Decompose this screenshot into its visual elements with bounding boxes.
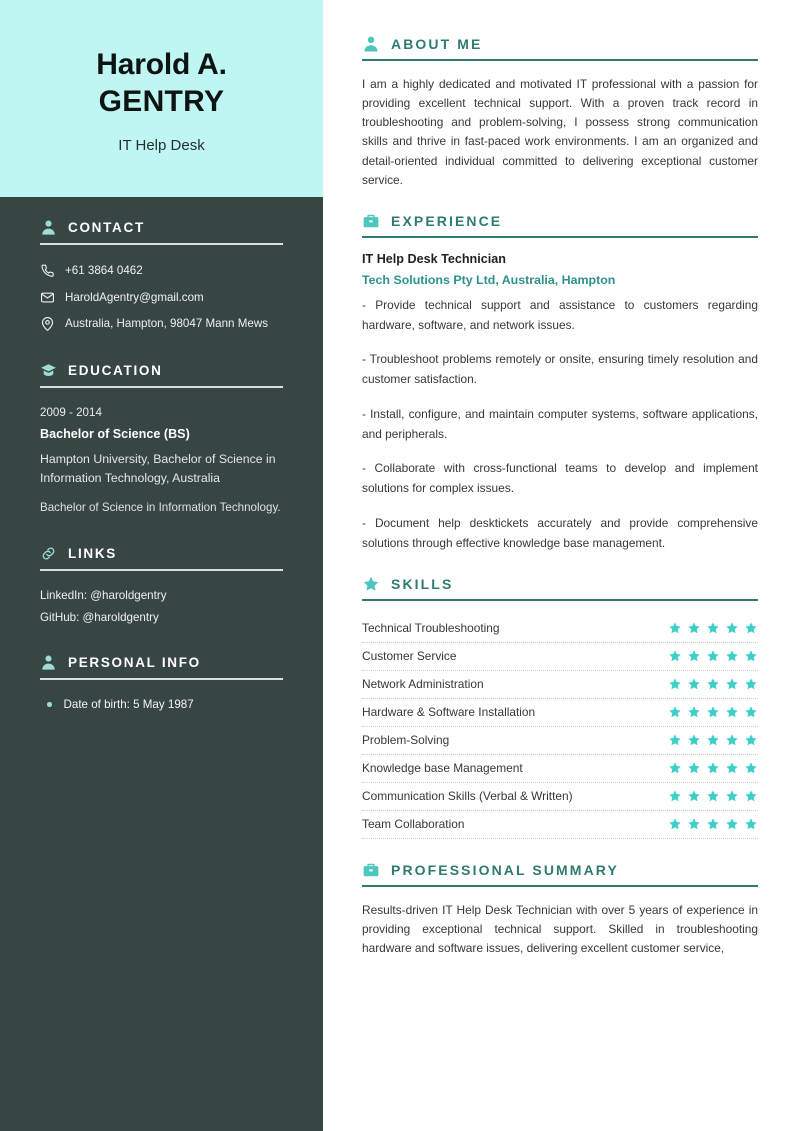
experience-divider [362,236,758,238]
phone-value: +61 3864 0462 [65,264,143,277]
star-icon [744,817,758,831]
person-icon [362,35,380,53]
skill-row [362,615,758,643]
education-header [40,362,283,386]
skill-rating [668,733,758,747]
star-icon [668,705,682,719]
education-dates: 2009 - 2014 [40,405,102,419]
experience-bullet: - Document help desktickets accurately and provide comprehensive solutions through effective knowledge base management. [362,515,758,550]
education-note: Bachelor of Science in Information Technology. [40,501,281,515]
contact-email[interactable] [40,290,283,306]
bottom-spacer [362,980,758,996]
education-school: Hampton University, Bachelor of Science in Information Technology, Australia [40,451,276,485]
links-header [40,545,283,569]
star-icon [725,705,739,719]
experience-role: IT Help Desk Technician [362,251,506,266]
star-icon [687,789,701,803]
experience-bullet: - Troubleshoot problems remotely or onsite, ensuring timely resolution and customer satisfaction. [362,352,758,387]
skill-row [362,783,758,811]
skills-list [362,615,758,839]
skill-row [362,699,758,727]
star-icon [668,761,682,775]
skill-row [362,727,758,755]
star-icon [687,621,701,635]
name-banner [0,0,323,197]
skill-name: Knowledge base Management [362,760,523,775]
date-of-birth-value: Date of birth: 5 May 1987 [63,697,194,711]
phone-icon [40,263,55,278]
star-icon [362,575,380,593]
star-icon [668,733,682,747]
contact-header [40,219,283,243]
star-icon [687,649,701,663]
links-section [40,545,283,624]
skills-header [362,575,758,599]
about-me-divider [362,59,758,61]
contact-phone[interactable] [40,263,283,279]
professional-summary-header [362,861,758,885]
education-section [40,362,283,517]
star-icon [706,789,720,803]
star-icon [744,621,758,635]
skill-row [362,755,758,783]
skill-name: Communication Skills (Verbal & Written) [362,788,573,803]
chain-link-icon [40,545,57,562]
star-icon [706,649,720,663]
location-pin-icon [40,316,55,331]
skill-name: Hardware & Software Installation [362,704,536,719]
links-list [40,589,283,624]
main-content [323,0,800,1131]
about-me-text: I am a highly dedicated and motivated IT professional with a passion for providing excellent technical support. With a proven track record in troubleshooting and problem-solving, I possess strong communication skills and thrive in fast-paced work environments. I am an organized and detail-oriented individual committed to delivering exceptional customer service. [362,76,758,187]
contact-list [40,263,283,332]
star-icon [744,705,758,719]
personal-info-list [40,698,283,711]
about-me-header [362,35,758,59]
contact-section [40,219,283,332]
professional-summary-text: Results-driven IT Help Desk Technician with over 5 years of experience in providing exceptional technical support. Skilled in troubleshooting hardware and software issues, delivering excellent customer service, [362,902,758,956]
contact-title: CONTACT [68,220,145,235]
education-divider [40,386,283,388]
education-title: EDUCATION [68,362,163,378]
skill-row [362,643,758,671]
graduation-cap-icon [40,362,57,379]
skill-name: Technical Troubleshooting [362,620,500,635]
skill-rating [668,649,758,663]
experience-company: Tech Solutions Pty Ltd, Australia, Hampton [362,272,616,287]
skill-name: Team Collaboration [362,816,465,831]
star-icon [744,789,758,803]
personal-info-title: PERSONAL INFO [68,654,201,670]
star-icon [706,761,720,775]
star-icon [706,817,720,831]
star-icon [687,817,701,831]
star-icon [725,817,739,831]
skills-section [362,575,758,839]
star-icon [668,677,682,691]
skill-name: Customer Service [362,648,457,663]
person-icon [40,654,57,671]
star-icon [706,733,720,747]
links-title: LINKS [68,545,117,561]
link-item-linkedin[interactable]: LinkedIn: @haroldgentry [40,588,167,602]
star-icon [744,649,758,663]
skill-row [362,811,758,839]
star-icon [668,789,682,803]
about-me-section [362,35,758,190]
star-icon [706,621,720,635]
star-icon [668,817,682,831]
star-icon [668,621,682,635]
briefcase-icon [362,212,380,230]
professional-summary-section [362,861,758,958]
star-icon [668,649,682,663]
personal-info-section [40,654,283,711]
personal-info-divider [40,678,283,680]
star-icon [725,677,739,691]
sidebar-content [0,197,323,1131]
experience-section [362,212,758,553]
star-icon [687,705,701,719]
experience-entry [362,252,758,554]
skill-rating [668,621,758,635]
star-icon [725,789,739,803]
star-icon [725,621,739,635]
skill-rating [668,705,758,719]
list-item [40,698,283,711]
star-icon [744,677,758,691]
sidebar [0,0,323,1131]
briefcase-icon [362,861,380,879]
skill-rating [668,789,758,803]
star-icon [725,649,739,663]
star-icon [706,705,720,719]
first-name: Harold A. [96,48,227,82]
experience-header [362,212,758,236]
skill-rating [668,817,758,831]
experience-title: EXPERIENCE [391,213,503,230]
person-icon [40,219,57,236]
star-icon [744,733,758,747]
contact-divider [40,243,283,245]
skills-title: SKILLS [391,576,454,593]
about-me-title: ABOUT ME [391,36,483,52]
skills-divider [362,599,758,601]
address-value: Australia, Hampton, 98047 Mann Mews [65,317,268,331]
link-item-github[interactable]: GitHub: @haroldgentry [40,610,159,624]
last-name: GENTRY [98,85,225,118]
job-title: IT Help Desk [118,136,205,154]
professional-summary-divider [362,885,758,887]
personal-info-header [40,654,283,678]
envelope-icon [40,290,55,305]
bullet-dot-icon [47,702,52,707]
star-icon [687,761,701,775]
skill-rating [668,761,758,775]
star-icon [687,733,701,747]
star-icon [725,733,739,747]
links-divider [40,569,283,571]
star-icon [687,677,701,691]
education-degree: Bachelor of Science (BS) [40,426,190,441]
star-icon [706,677,720,691]
skill-name: Network Administration [362,676,484,691]
professional-summary-title: PROFESSIONAL SUMMARY [391,861,619,878]
skill-rating [668,677,758,691]
experience-bullet: - Install, configure, and maintain computer systems, software applications, and peripherals. [362,406,758,441]
skill-name: Problem-Solving [362,732,450,747]
star-icon [725,761,739,775]
email-value: HaroldAgentry@gmail.com [65,290,204,304]
star-icon [744,761,758,775]
skill-row [362,671,758,699]
education-entry [40,406,283,517]
experience-bullet: - Collaborate with cross-functional teams to develop and implement solutions for complex issues. [362,461,758,496]
experience-bullet: - Provide technical support and assistance to customers regarding hardware, software, and network issues. [362,297,758,332]
contact-address[interactable] [40,316,283,332]
